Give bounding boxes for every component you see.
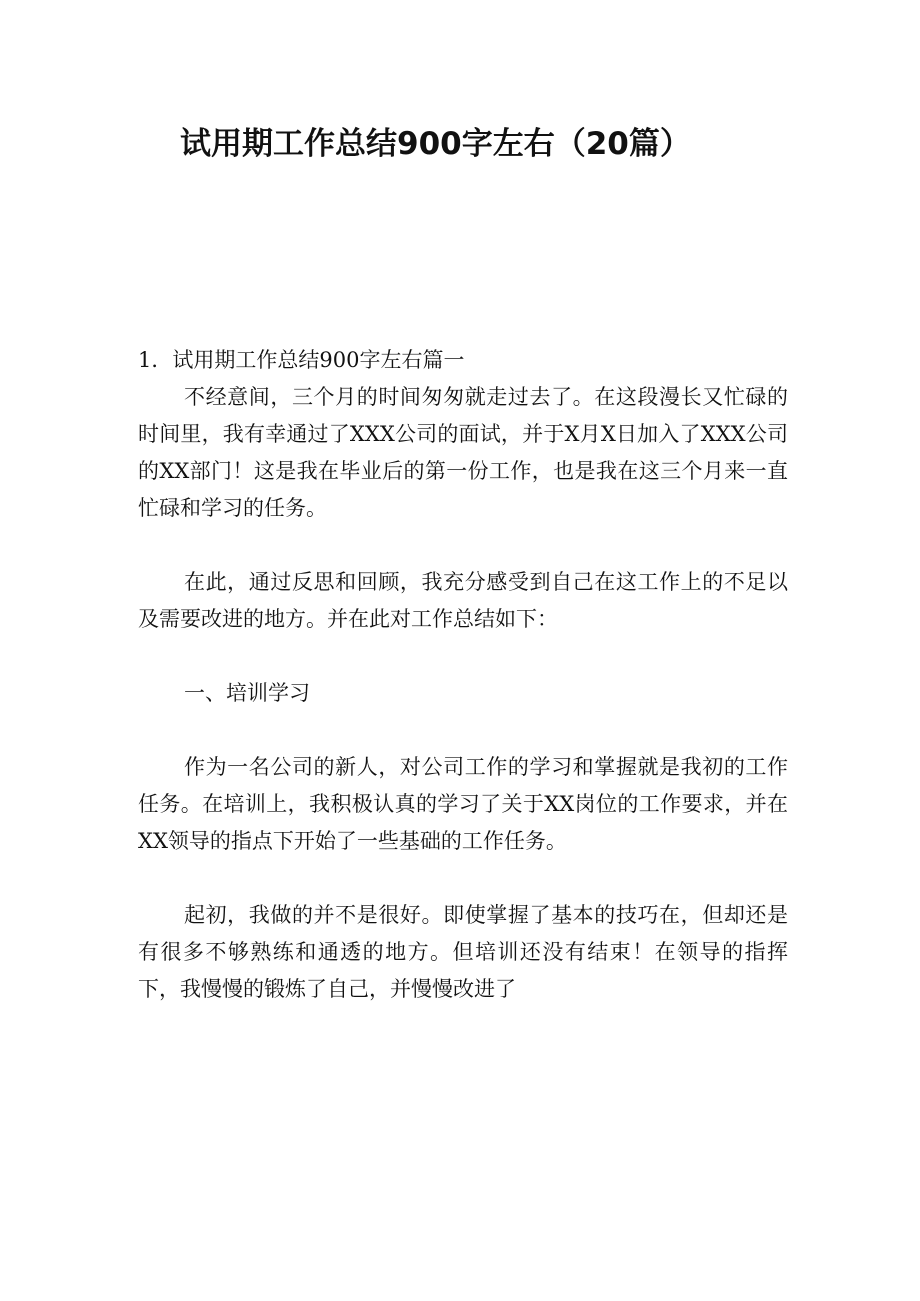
paragraph-training: 作为一名公司的新人，对公司工作的学习和掌握就是我初的工作任务。在培训上，我积极认真的学习了关于XX岗位的工作要求，并在XX领导的指点下开始了一些基础的工作任务。 <box>138 755 788 853</box>
subheading-training: 一、培训学习 <box>184 681 310 705</box>
paragraph-spacer <box>138 860 788 897</box>
paragraph-spacer <box>138 712 788 749</box>
paragraph-progress: 起初，我做的并不是很好。即使掌握了基本的技巧在，但却还是有很多不够熟练和通透的地方。但培训还没有结束！在领导的指挥下，我慢慢的锻炼了自己，并慢慢改进了 <box>138 903 788 1001</box>
paragraph-intro: 不经意间，三个月的时间匆匆就走过去了。在这段漫长又忙碌的时间里，我有幸通过了XXX公司的面试，并于X月X日加入了XXX公司的XX部门！这是我在毕业后的第一份工作，也是我在这三个月来一直忙碌和学习的任务。 <box>138 385 788 520</box>
paragraph-spacer <box>138 527 788 564</box>
paragraph-reflection: 在此，通过反思和回顾，我充分感受到自己在这工作上的不足以及需要改进的地方。并在此对工作总结如下： <box>138 570 788 631</box>
paragraph-spacer <box>138 638 788 675</box>
document-title: 试用期工作总结900字左右（20篇） <box>180 126 691 162</box>
document-body <box>138 342 788 1008</box>
section-heading: 1．试用期工作总结900字左右篇一 <box>138 348 465 372</box>
